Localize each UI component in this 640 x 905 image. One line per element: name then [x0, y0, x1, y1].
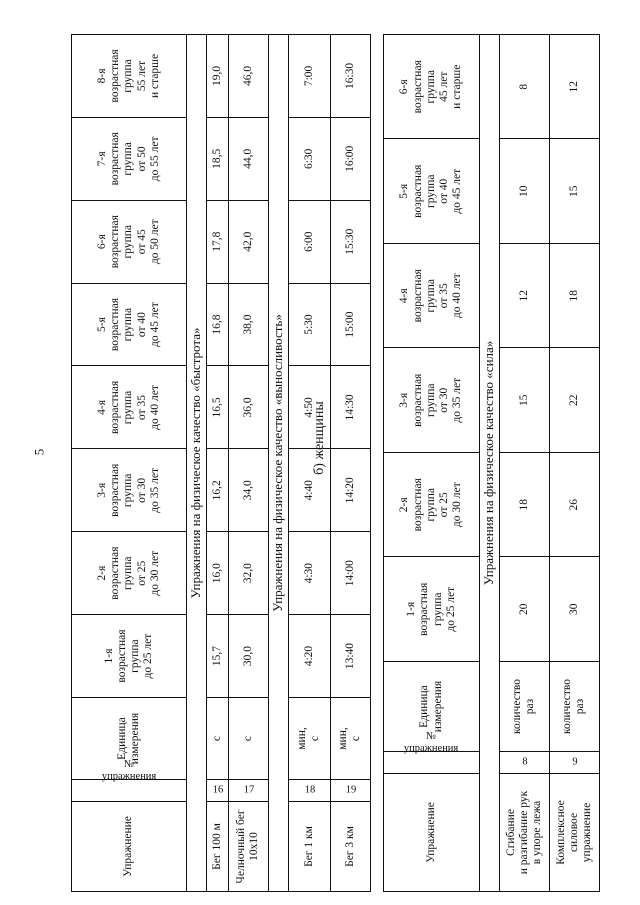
header-row — [72, 35, 187, 892]
header-group-3: 3-я возрастная группа от 30 до 35 лет — [72, 449, 187, 532]
value-cell: 6:30 — [288, 117, 330, 200]
section-row — [187, 35, 207, 892]
header-group-7: 7-я возрастная группа от 50 до 55 лет — [72, 117, 187, 200]
table-row — [499, 35, 549, 892]
page-number: 5 — [31, 448, 47, 456]
value-cell: 16:00 — [330, 117, 370, 200]
value-cell: 15:00 — [330, 283, 370, 366]
value-cell: 17,8 — [206, 200, 228, 283]
value-cell: 38,0 — [228, 283, 268, 366]
value-cell: 13:40 — [330, 615, 370, 698]
section-strength: Упражнения на физическое качество «сила» — [480, 35, 500, 892]
table-row — [288, 35, 330, 892]
exercise-name: Бег 100 м — [206, 802, 228, 892]
exercise-number: 9 — [549, 752, 599, 774]
value-cell: 14:20 — [330, 449, 370, 532]
header-group-5: 5-я возрастная группа от 40 до 45 лет — [384, 139, 480, 244]
exercise-name: Сгибание и разгибание рук в упоре лежа — [499, 774, 549, 892]
header-group-4: 4-я возрастная группа от 35 до 40 лет — [72, 366, 187, 449]
value-cell: 4:40 — [288, 449, 330, 532]
value-cell: 22 — [549, 348, 599, 453]
table-row — [330, 35, 370, 892]
value-cell: 44,0 — [228, 117, 268, 200]
value-cell: 26 — [549, 453, 599, 558]
value-cell: 15 — [499, 348, 549, 453]
value-cell: 20 — [499, 557, 549, 662]
value-cell: 8 — [499, 35, 549, 140]
women-caption: б) женщины — [312, 401, 327, 475]
exercise-unit: мин, с — [288, 698, 330, 780]
value-cell: 16,5 — [206, 366, 228, 449]
header-unit: Единица измерения — [384, 662, 480, 752]
value-cell: 15,7 — [206, 615, 228, 698]
header-row — [384, 35, 480, 892]
header-exercise-number: № упражнения — [72, 780, 187, 802]
header-group-5: 5-я возрастная группа от 40 до 45 лет — [72, 283, 187, 366]
value-cell: 32,0 — [228, 532, 268, 615]
value-cell: 4:20 — [288, 615, 330, 698]
exercise-number: 19 — [330, 780, 370, 802]
value-cell: 36,0 — [228, 366, 268, 449]
value-cell: 19,0 — [206, 35, 228, 118]
value-cell: 6:00 — [288, 200, 330, 283]
value-cell: 7:00 — [288, 35, 330, 118]
section-row — [268, 35, 288, 892]
header-group-1: 1-я возрастная группа до 25 лет — [384, 557, 480, 662]
table-row — [549, 35, 599, 892]
value-cell: 16,0 — [206, 532, 228, 615]
exercise-name: Челночный бег 10х10 — [228, 802, 268, 892]
header-exercise: Упражнение — [72, 802, 187, 892]
value-cell: 16:30 — [330, 35, 370, 118]
exercise-unit: с — [206, 698, 228, 780]
header-group-1: 1-я возрастная группа до 25 лет — [72, 615, 187, 698]
value-cell: 16,8 — [206, 283, 228, 366]
table-row — [228, 35, 268, 892]
value-cell: 4:50 — [288, 366, 330, 449]
exercise-name: Комплексное силовое упражнение — [549, 774, 599, 892]
table-row — [206, 35, 228, 892]
header-group-3: 3-я возрастная группа от 30 до 35 лет — [384, 348, 480, 453]
value-cell: 15:30 — [330, 200, 370, 283]
header-group-6: 6-я возрастная группа от 45 до 50 лет — [72, 200, 187, 283]
value-cell: 46,0 — [228, 35, 268, 118]
value-cell: 30 — [549, 557, 599, 662]
men-standards-table — [71, 34, 371, 892]
header-group-8: 8-я возрастная группа 55 лет и старше — [72, 35, 187, 118]
value-cell: 4:30 — [288, 532, 330, 615]
section-speed: Упражнения на физическое качество «быстрота» — [187, 35, 207, 892]
value-cell: 12 — [499, 244, 549, 349]
value-cell: 30,0 — [228, 615, 268, 698]
exercise-unit: количество раз — [549, 662, 599, 752]
header-group-2: 2-я возрастная группа от 25 до 30 лет — [384, 453, 480, 558]
header-group-4: 4-я возрастная группа от 35 до 40 лет — [384, 244, 480, 349]
header-unit: Единица измерения — [72, 698, 187, 780]
exercise-name: Бег 3 км — [330, 802, 370, 892]
men-table-block — [71, 0, 371, 892]
value-cell: 16,2 — [206, 449, 228, 532]
exercise-number: 17 — [228, 780, 268, 802]
women-table-block — [383, 0, 600, 892]
value-cell: 14:00 — [330, 532, 370, 615]
value-cell: 34,0 — [228, 449, 268, 532]
value-cell: 18,5 — [206, 117, 228, 200]
exercise-number: 8 — [499, 752, 549, 774]
header-exercise: Упражнение — [384, 774, 480, 892]
women-standards-table — [383, 34, 600, 892]
value-cell: 10 — [499, 139, 549, 244]
value-cell: 12 — [549, 35, 599, 140]
value-cell: 42,0 — [228, 200, 268, 283]
exercise-unit: с — [228, 698, 268, 780]
exercise-unit: мин, с — [330, 698, 370, 780]
header-group-6: 6-я возрастная группа 45 лет и старше — [384, 35, 480, 140]
section-endurance: Упражнения на физическое качество «выносливость» — [268, 35, 288, 892]
value-cell: 18 — [549, 244, 599, 349]
value-cell: 5:30 — [288, 283, 330, 366]
value-cell: 14:30 — [330, 366, 370, 449]
value-cell: 18 — [499, 453, 549, 558]
exercise-name: Бег 1 км — [288, 802, 330, 892]
value-cell: 15 — [549, 139, 599, 244]
section-row — [480, 35, 500, 892]
header-exercise-number: № упражнения — [384, 752, 480, 774]
header-group-2: 2-я возрастная группа от 25 до 30 лет — [72, 532, 187, 615]
exercise-number: 18 — [288, 780, 330, 802]
exercise-number: 16 — [206, 780, 228, 802]
exercise-unit: количество раз — [499, 662, 549, 752]
